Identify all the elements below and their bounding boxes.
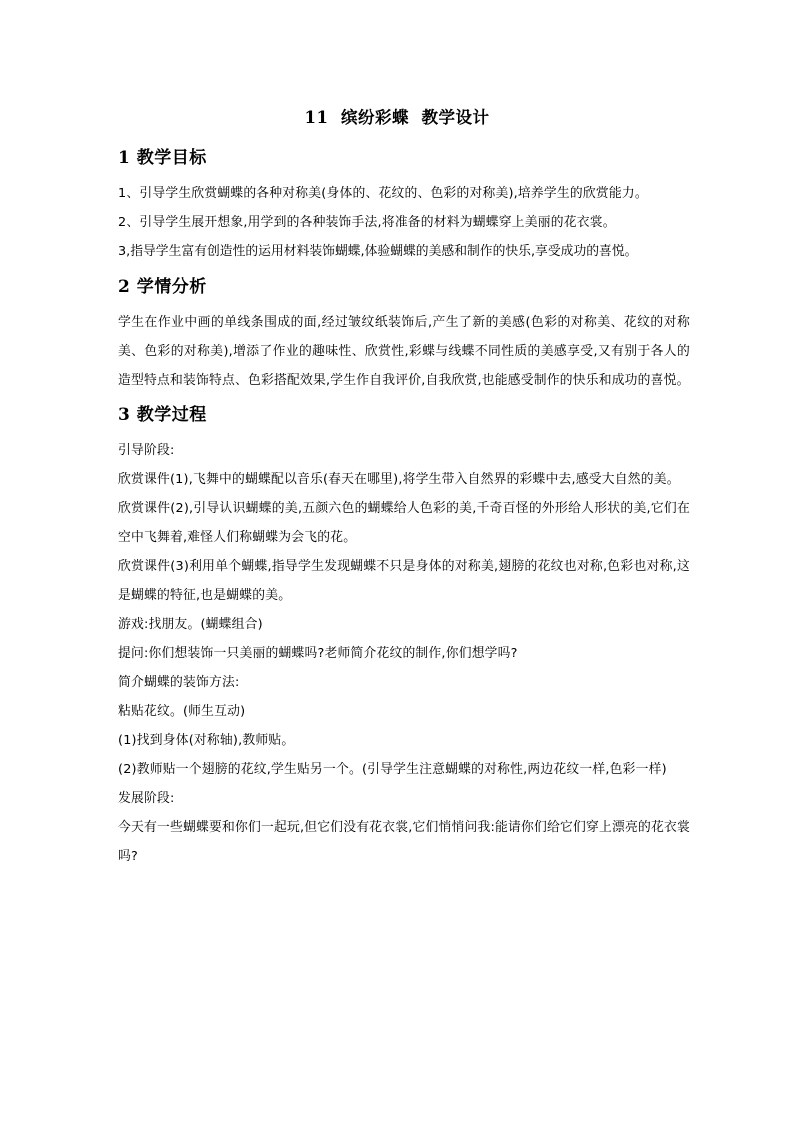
analysis-paragraph: 学生在作业中画的单线条围成的面,经过皱纹纸装饰后,产生了新的美感(色彩的对称美、花纹的对称美、色彩的对称美),增添了作业的趣味性、欣赏性,彩蝶与线蝶不同性质的美感享受,又有别于各人的造型特点和装饰特点、色彩搭配效果,学生作自我评价,自我欣赏,也能感受制作的快乐和成功的喜悦。 <box>118 315 690 388</box>
process-paragraph: 发展阶段: <box>118 791 175 806</box>
process-paragraph: 欣赏课件(2),引导认识蝴蝶的美,五颜六色的蝴蝶给人色彩的美,千奇百怪的外形给人形状的美,它们在空中飞舞着,难怪人们称蝴蝶为会飞的花。 <box>118 501 690 545</box>
section-heading-teaching-goals: 1 教学目标 <box>118 148 207 168</box>
document-body <box>118 145 690 871</box>
process-paragraph: 简介蝴蝶的装饰方法: <box>118 675 240 690</box>
process-paragraph: 游戏:找朋友。(蝴蝶组合) <box>118 617 263 632</box>
section-heading-teaching-process: 3 教学过程 <box>118 405 207 425</box>
goal-item-2: 2、引导学生展开想象,用学到的各种装饰手法,将准备的材料为蝴蝶穿上美丽的花衣裳。 <box>118 215 616 230</box>
goal-item-1: 1、引导学生欣赏蝴蝶的各种对称美(身体的、花纹的、色彩的对称美),培养学生的欣赏能力。 <box>118 186 648 201</box>
process-paragraph: 粘贴花纹。(师生互动) <box>118 704 246 719</box>
process-paragraph: 引导阶段: <box>118 443 175 458</box>
process-paragraph: 欣赏课件(3)利用单个蝴蝶,指导学生发现蝴蝶不只是身体的对称美,翅膀的花纹也对称,色彩也对称,这是蝴蝶的特征,也是蝴蝶的美。 <box>118 559 690 603</box>
process-paragraph: 今天有一些蝴蝶要和你们一起玩,但它们没有花衣裳,它们悄悄问我:能请你们给它们穿上漂亮的花衣裳吗? <box>118 820 690 864</box>
process-paragraph: (1)找到身体(对称轴),教师贴。 <box>118 733 295 748</box>
process-paragraph: 提问:你们想装饰一只美丽的蝴蝶吗?老师简介花纹的制作,你们想学吗? <box>118 646 518 661</box>
process-paragraph: 欣赏课件(1),飞舞中的蝴蝶配以音乐(春天在哪里),将学生带入自然界的彩蝶中去,感受大自然的美。 <box>118 472 680 487</box>
section-heading-student-analysis: 2 学情分析 <box>118 277 207 297</box>
document-title: 11 缤纷彩蝶 教学设计 <box>304 108 490 127</box>
process-paragraph: (2)教师贴一个翅膀的花纹,学生贴另一个。(引导学生注意蝴蝶的对称性,两边花纹一样,色彩一样) <box>118 762 667 777</box>
goal-item-3: 3,指导学生富有创造性的运用材料装饰蝴蝶,体验蝴蝶的美感和制作的快乐,享受成功的喜悦。 <box>118 244 638 259</box>
